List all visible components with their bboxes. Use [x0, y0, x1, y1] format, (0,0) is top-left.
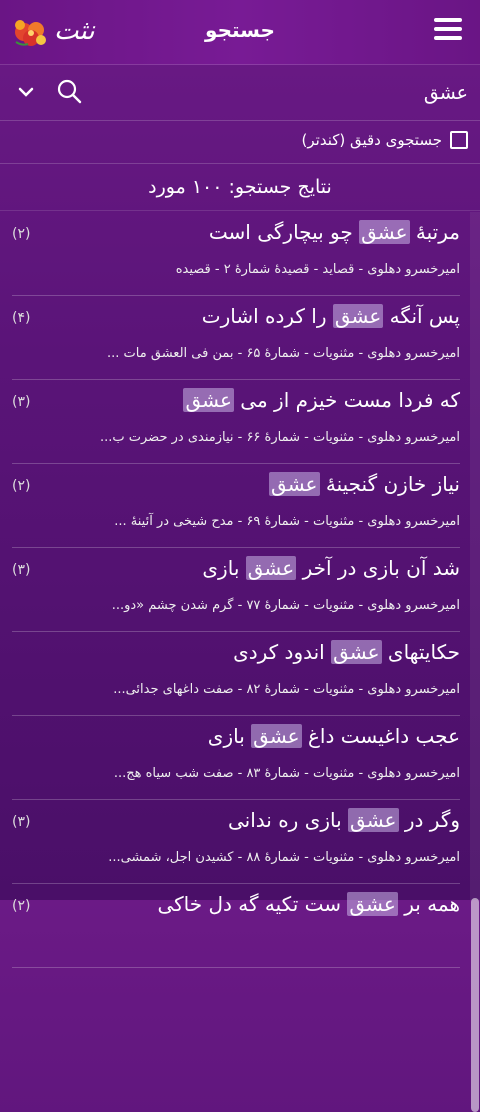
match-count-badge: (۳)	[12, 562, 31, 578]
verse-text: اندود کردی	[233, 640, 332, 664]
search-input[interactable]	[96, 74, 470, 112]
result-source: امیرخسرو دهلوی - مثنویات - شمارهٔ ۸۳ - صفت شب سیاه هج...	[113, 766, 460, 781]
result-verse	[183, 388, 460, 412]
result-source: امیرخسرو دهلوی - مثنویات - شمارهٔ ۶۵ - بمن فی العشق مات ...	[107, 346, 460, 361]
scrollbar[interactable]	[470, 212, 480, 900]
search-match-highlight: عشق	[350, 808, 397, 832]
verse-text: ست تکیه گه دل خاکی	[157, 892, 348, 916]
verse-text: همه بر	[397, 892, 460, 916]
search-match-highlight: عشق	[334, 304, 382, 328]
result-source: امیرخسرو دهلوی - مثنویات - شمارهٔ ۸۲ - صفت داغهای جدائی...	[113, 682, 460, 697]
match-count-badge: (۲)	[12, 226, 31, 242]
scrollbar-thumb[interactable]	[471, 898, 479, 1112]
verse-text: حکایتهای	[381, 640, 460, 664]
result-item[interactable]	[12, 296, 460, 380]
result-item[interactable]	[12, 464, 460, 548]
match-count-badge: (۲)	[12, 478, 31, 494]
results-summary: نتایج جستجو: ۱۰۰ مورد	[0, 164, 480, 211]
result-verse	[233, 640, 460, 664]
verse-text: بازی	[202, 556, 246, 580]
result-source: امیرخسرو دهلوی - مثنویات - شمارهٔ ۶۶ - نیازمندی در حضرت ب...	[100, 430, 460, 445]
result-source: امیرخسرو دهلوی - مثنویات - شمارهٔ ۸۸ - کشیدن اجل، شمشی...	[108, 850, 460, 865]
search-match-highlight: عشق	[247, 556, 295, 580]
result-source: امیرخسرو دهلوی - مثنویات - شمارهٔ ۶۹ - مدح شیخی در آئینهٔ ...	[114, 514, 460, 529]
search-match-highlight: عشق	[349, 892, 396, 916]
result-source: امیرخسرو دهلوی - مثنویات - شمارهٔ ۷۷ - گرم شدن چشم «دو...	[111, 598, 460, 613]
results-list	[0, 212, 470, 916]
result-item[interactable]	[12, 632, 460, 716]
search-bar	[0, 64, 480, 121]
result-item[interactable]	[12, 716, 460, 800]
verse-text: که فردا مست خیزم از می	[233, 388, 460, 412]
verse-text: عجب داغیست داغ	[301, 724, 460, 748]
result-verse	[208, 724, 460, 748]
result-item[interactable]	[12, 800, 460, 884]
verse-text: مرتبهٔ	[409, 220, 460, 244]
exact-search-label: جستجوی دقیق (کندتر)	[301, 131, 442, 149]
exact-search-checkbox[interactable]	[450, 131, 468, 149]
verse-text: بازی	[207, 724, 252, 748]
verse-text: وگر در	[398, 808, 460, 832]
match-count-badge: (۳)	[12, 394, 31, 410]
result-item[interactable]	[12, 212, 460, 296]
verse-text: را کرده اشارت	[201, 304, 333, 328]
flower-logo-icon	[12, 16, 50, 50]
search-match-highlight: عشق	[271, 472, 318, 496]
result-verse	[228, 808, 460, 832]
result-verse	[157, 892, 460, 916]
hamburger-icon[interactable]	[434, 18, 462, 42]
verse-text: بازی ره ندانی	[227, 808, 349, 832]
search-icon[interactable]	[54, 76, 84, 106]
verse-text: پس آنگه	[383, 304, 460, 328]
verse-text: شد آن بازی در آخر	[296, 556, 460, 580]
result-verse	[202, 556, 460, 580]
result-item[interactable]	[12, 548, 460, 632]
result-source: امیرخسرو دهلوی - قصاید - قصیدهٔ شمارهٔ ۲ - قصیده	[175, 262, 460, 277]
match-count-badge: (۲)	[12, 898, 31, 914]
result-item[interactable]	[12, 380, 460, 464]
app-header	[0, 0, 480, 65]
app-logo[interactable]	[10, 8, 95, 54]
search-match-highlight: عشق	[361, 220, 408, 244]
result-verse	[202, 304, 460, 328]
search-match-highlight: عشق	[185, 388, 232, 412]
result-item[interactable]	[12, 884, 460, 968]
exact-search-option[interactable]	[0, 121, 480, 164]
result-verse	[269, 472, 460, 496]
search-match-highlight: عشق	[253, 724, 300, 748]
brand-name: نثت	[54, 16, 95, 46]
search-match-highlight: عشق	[333, 640, 380, 664]
chevron-down-icon[interactable]	[16, 82, 36, 102]
verse-text: چو بیچارگی است	[208, 220, 360, 244]
match-count-badge: (۳)	[12, 814, 31, 830]
verse-text: نیاز خازن گنجینهٔ	[319, 472, 460, 496]
page-title: جستجو	[205, 18, 275, 42]
result-verse	[209, 220, 460, 244]
match-count-badge: (۴)	[12, 310, 31, 326]
